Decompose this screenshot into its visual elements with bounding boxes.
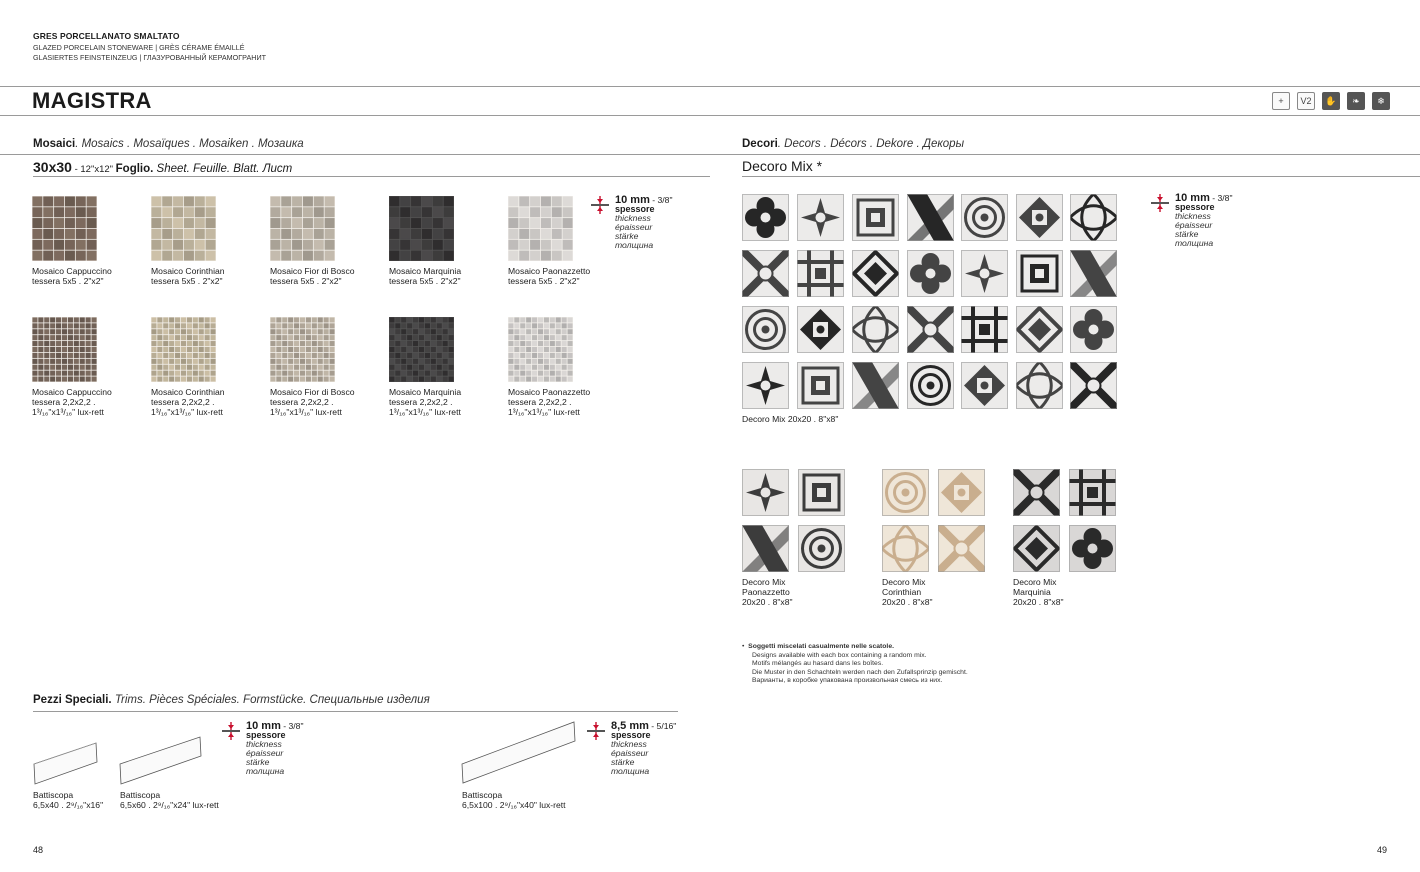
size-main: 30x30 — [33, 159, 72, 175]
mosaic-name: Mosaico Fior di Bosco — [270, 387, 355, 397]
decor-tile-image — [907, 306, 954, 353]
mosaic-tile-image — [389, 196, 454, 261]
decor-tile-image — [852, 194, 899, 241]
thickness-spessore: spessore — [1175, 202, 1215, 212]
mosaici-translations: . Mosaics . Mosaïques . Mosaiken . Мозаика — [75, 138, 304, 150]
mosaici-size-heading — [33, 159, 292, 175]
size-inch: - 12"x12" — [71, 164, 116, 175]
decoro-mix-caption: Decoro Mix 20x20 . 8"x8" — [742, 414, 839, 424]
decor-group-variant: Marquinia — [1013, 587, 1051, 597]
v2-icon: V2 — [1297, 92, 1315, 110]
trim-name: Battiscopa — [120, 790, 161, 800]
decoro-mix-title: Decoro Mix * — [742, 158, 823, 174]
thickness-icon — [1151, 194, 1169, 212]
thickness-spessore: spessore — [246, 730, 286, 740]
trim-name: Battiscopa — [462, 790, 503, 800]
note-line: Designs available with each box containing a random mix. — [752, 651, 927, 659]
battiscopa-100-image — [461, 720, 577, 786]
thickness-fr: épaisseur — [1175, 220, 1213, 230]
decor-tile-image — [1016, 194, 1063, 241]
decor-group-tile-image — [798, 525, 845, 572]
decor-group-tile-image — [798, 469, 845, 516]
thickness-ru: толщина — [246, 766, 285, 776]
thickness-de: stärke — [611, 757, 635, 767]
title-divider — [0, 115, 1420, 116]
thickness-ru: толщина — [615, 240, 654, 250]
mosaic-name: Mosaico Paonazzetto — [508, 266, 591, 276]
decor-tile-image — [1070, 306, 1117, 353]
decor-group-variant: Paonazzetto — [742, 587, 790, 597]
pezzi-translations: Trims. Pièces Spéciales. Formstücke. Специальные изделия — [111, 694, 430, 706]
decor-tile-image — [742, 362, 789, 409]
decor-group-caption — [1013, 577, 1064, 607]
battiscopa-100-caption — [462, 790, 566, 810]
mosaic-tile-image — [508, 196, 573, 261]
decor-tile-image — [742, 250, 789, 297]
decor-tile-image — [1070, 194, 1117, 241]
decor-tile-image — [961, 194, 1008, 241]
thickness-de: stärke — [246, 757, 270, 767]
mosaic-detail: tessera 2,2x2,2 . — [151, 397, 215, 407]
mosaici-label: Mosaici — [33, 138, 76, 150]
mosaic-caption — [32, 266, 112, 286]
note-line: Motifs mélangés au hasard dans les boîtes. — [752, 660, 884, 668]
sheet-translations: Sheet. Feuille. Blatt. Лист — [153, 163, 293, 175]
page-number-right: 49 — [1377, 845, 1388, 855]
mosaic-caption — [508, 266, 590, 286]
thickness-inch: - 5/16" — [648, 721, 677, 731]
decor-tile-image — [852, 362, 899, 409]
mosaic-name: Mosaico Cappuccino — [32, 266, 112, 276]
mosaic-detail-inch: 1³/₁₆"x1³/₁₆" lux-rett — [508, 407, 580, 417]
pezzi-heading — [33, 694, 430, 706]
thickness-inch: - 3/8" — [649, 195, 673, 205]
thickness-en: thickness — [615, 213, 651, 223]
thickness-en: thickness — [611, 739, 647, 749]
decor-tile-image — [852, 306, 899, 353]
hand-icon: ✋ — [1322, 92, 1340, 110]
mosaic-tile-image — [270, 196, 335, 261]
decor-tile-image — [1070, 362, 1117, 409]
mosaic-caption — [151, 387, 225, 417]
decor-group-tile-image — [882, 469, 929, 516]
mosaic-detail-inch: 1³/₁₆"x1³/₁₆" lux-rett — [151, 407, 223, 417]
decori-label: Decori — [742, 138, 778, 150]
mosaic-detail: tessera 2,2x2,2 . — [389, 397, 453, 407]
thickness-de: stärke — [615, 231, 639, 241]
thickness-fr: épaisseur — [246, 748, 284, 758]
mosaic-caption — [389, 266, 461, 286]
decor-tile-image — [961, 250, 1008, 297]
mosaic-caption — [270, 387, 355, 417]
thickness-mm: 10 mm — [1175, 192, 1210, 204]
mosaic-name: Mosaico Corinthian — [151, 266, 225, 276]
feature-icons — [1272, 92, 1390, 110]
mosaic-detail: tessera 5x5 . 2"x2" — [508, 276, 580, 286]
random-mix-note — [742, 643, 968, 686]
mosaic-detail: tessera 5x5 . 2"x2" — [151, 276, 223, 286]
mosaic-detail: tessera 5x5 . 2"x2" — [32, 276, 104, 286]
note-line: Die Muster in den Schachteln werden nach den Zufallsprinzip gemischt. — [752, 668, 968, 676]
mosaic-name: Mosaico Marquinia — [389, 387, 462, 397]
decor-tile-image — [1016, 250, 1063, 297]
mosaic-tile-image — [389, 317, 454, 382]
decor-group-tile-image — [1069, 469, 1116, 516]
note-line: • Soggetti miscelati casualmente nelle scatole. — [742, 643, 894, 650]
mosaic-tile-image — [32, 317, 97, 382]
mosaic-tile-image — [151, 196, 216, 261]
decor-group-tile-image — [1013, 525, 1060, 572]
decor-group-tile-image — [742, 525, 789, 572]
decor-tile-image — [1016, 306, 1063, 353]
decor-tile-image — [907, 250, 954, 297]
size-divider — [33, 176, 710, 177]
plus-icon: + — [1272, 92, 1290, 110]
page-number-left: 48 — [33, 845, 44, 855]
decor-group-size: 20x20 . 8"x8" — [742, 597, 793, 607]
mosaic-detail-inch: 1³/₁₆"x1³/₁₆" lux-rett — [389, 407, 461, 417]
battiscopa-60-image — [119, 735, 203, 787]
decor-group-name: Decoro Mix — [742, 577, 786, 587]
mosaic-detail: tessera 2,2x2,2 . — [32, 397, 96, 407]
mosaic-caption — [151, 266, 225, 286]
mosaici-thickness — [615, 196, 673, 250]
decor-tile-image — [797, 250, 844, 297]
mosaic-tile-image — [151, 317, 216, 382]
thickness-fr: épaisseur — [615, 222, 653, 232]
decor-group-tile-image — [1013, 469, 1060, 516]
battiscopa-60-caption — [120, 790, 219, 810]
category-title: GRES PORCELLANATO SMALTATO — [33, 31, 180, 41]
thickness-icon — [222, 722, 240, 740]
mosaic-detail: tessera 2,2x2,2 . — [508, 397, 572, 407]
mosaic-tile-image — [270, 317, 335, 382]
decor-tile-image — [742, 194, 789, 241]
mosaic-caption — [32, 387, 112, 417]
battiscopa-40-image — [33, 740, 99, 786]
decor-tile-image — [1070, 250, 1117, 297]
thickness-mm: 10 mm — [246, 720, 281, 732]
header-divider — [0, 86, 1420, 87]
decor-group-tile-image — [1069, 525, 1116, 572]
decor-group-size: 20x20 . 8"x8" — [1013, 597, 1064, 607]
trim-name: Battiscopa — [33, 790, 74, 800]
battiscopa-40-caption — [33, 790, 103, 810]
decor-group-tile-image — [938, 525, 985, 572]
mosaic-name: Mosaico Cappuccino — [32, 387, 112, 397]
thickness-ru: толщина — [1175, 238, 1214, 248]
mosaic-name: Mosaico Corinthian — [151, 387, 225, 397]
thickness-ru: толщина — [611, 766, 650, 776]
decor-group-variant: Corinthian — [882, 587, 922, 597]
category-subtitle — [33, 43, 266, 62]
mosaic-name: Mosaico Paonazzetto — [508, 387, 591, 397]
decor-tile-image — [961, 306, 1008, 353]
mosaic-detail-inch: 1³/₁₆"x1³/₁₆" lux-rett — [32, 407, 104, 417]
decor-group-caption — [882, 577, 933, 607]
mosaic-detail: tessera 5x5 . 2"x2" — [270, 276, 342, 286]
collection-title: MAGISTRA — [32, 88, 152, 113]
thickness-icon — [587, 722, 605, 740]
decor-group-tile-image — [742, 469, 789, 516]
thickness-spessore: spessore — [615, 204, 655, 214]
thickness-mm: 10 mm — [615, 194, 650, 206]
decor-tile-image — [907, 194, 954, 241]
thickness-spessore: spessore — [611, 730, 651, 740]
mosaic-detail: tessera 5x5 . 2"x2" — [389, 276, 461, 286]
snowflake-icon: ❄ — [1372, 92, 1390, 110]
decor-tile-image — [742, 306, 789, 353]
thickness-inch: - 3/8" — [280, 721, 304, 731]
decor-group-name: Decoro Mix — [1013, 577, 1057, 587]
thickness-fr: épaisseur — [611, 748, 649, 758]
pezzi-thickness-a — [246, 722, 304, 776]
pezzi-label: Pezzi Speciali. — [33, 694, 112, 706]
decor-group-caption — [742, 577, 793, 607]
trim-detail: 6,5x40 . 2⁹/₁₆"x16" — [33, 800, 104, 810]
decor-tile-image — [797, 362, 844, 409]
mosaic-tile-image — [508, 317, 573, 382]
decori-translations: . Decors . Décors . Dekore . Декоры — [777, 138, 965, 150]
thickness-en: thickness — [1175, 211, 1211, 221]
note-line: Варианты, в коробке упакована произвольная смесь из них. — [752, 677, 943, 685]
decori-divider — [742, 176, 1420, 177]
trim-detail: 6,5x100 . 2⁹/₁₆"x40" lux-rett — [462, 800, 566, 810]
decor-group-tile-image — [938, 469, 985, 516]
note-bold: Soggetti miscelati casualmente nelle scatole. — [748, 643, 894, 650]
category-subtitle-line: GLAZED PORCELAIN STONEWARE | GRÈS CÉRAME ÉMAILLÉ — [33, 43, 245, 52]
mosaic-caption — [508, 387, 590, 417]
thickness-de: stärke — [1175, 229, 1199, 239]
decor-tile-image — [961, 362, 1008, 409]
mosaici-heading — [33, 138, 304, 150]
pezzi-thickness-b — [611, 722, 676, 776]
decor-tile-image — [1016, 362, 1063, 409]
mosaic-name: Mosaico Marquinia — [389, 266, 462, 276]
thickness-inch: - 3/8" — [1209, 193, 1233, 203]
decori-thickness — [1175, 194, 1233, 248]
decor-tile-image — [852, 250, 899, 297]
thickness-en: thickness — [246, 739, 282, 749]
leaf-icon: ❧ — [1347, 92, 1365, 110]
decor-group-size: 20x20 . 8"x8" — [882, 597, 933, 607]
mosaic-caption — [389, 387, 461, 417]
decor-group-name: Decoro Mix — [882, 577, 926, 587]
decor-tile-image — [797, 194, 844, 241]
decor-tile-image — [797, 306, 844, 353]
thickness-icon — [591, 196, 609, 214]
decor-group-tile-image — [882, 525, 929, 572]
decor-tile-image — [907, 362, 954, 409]
trim-detail: 6,5x60 . 2⁹/₁₆"x24" lux-rett — [120, 800, 219, 810]
mosaic-detail-inch: 1³/₁₆"x1³/₁₆" lux-rett — [270, 407, 342, 417]
mosaic-name: Mosaico Fior di Bosco — [270, 266, 355, 276]
thickness-mm: 8,5 mm — [611, 720, 649, 732]
section-divider — [0, 154, 1420, 155]
mosaic-detail: tessera 2,2x2,2 . — [270, 397, 334, 407]
pezzi-divider — [33, 711, 678, 712]
category-subtitle-line: GLASIERTES FEINSTEINZEUG | ГЛАЗУРОВАННЫЙ КЕРАМОГРАНИТ — [33, 52, 267, 62]
sheet-label: Foglio. — [115, 163, 154, 175]
mosaic-caption — [270, 266, 355, 286]
decori-heading — [742, 138, 964, 150]
mosaic-tile-image — [32, 196, 97, 261]
